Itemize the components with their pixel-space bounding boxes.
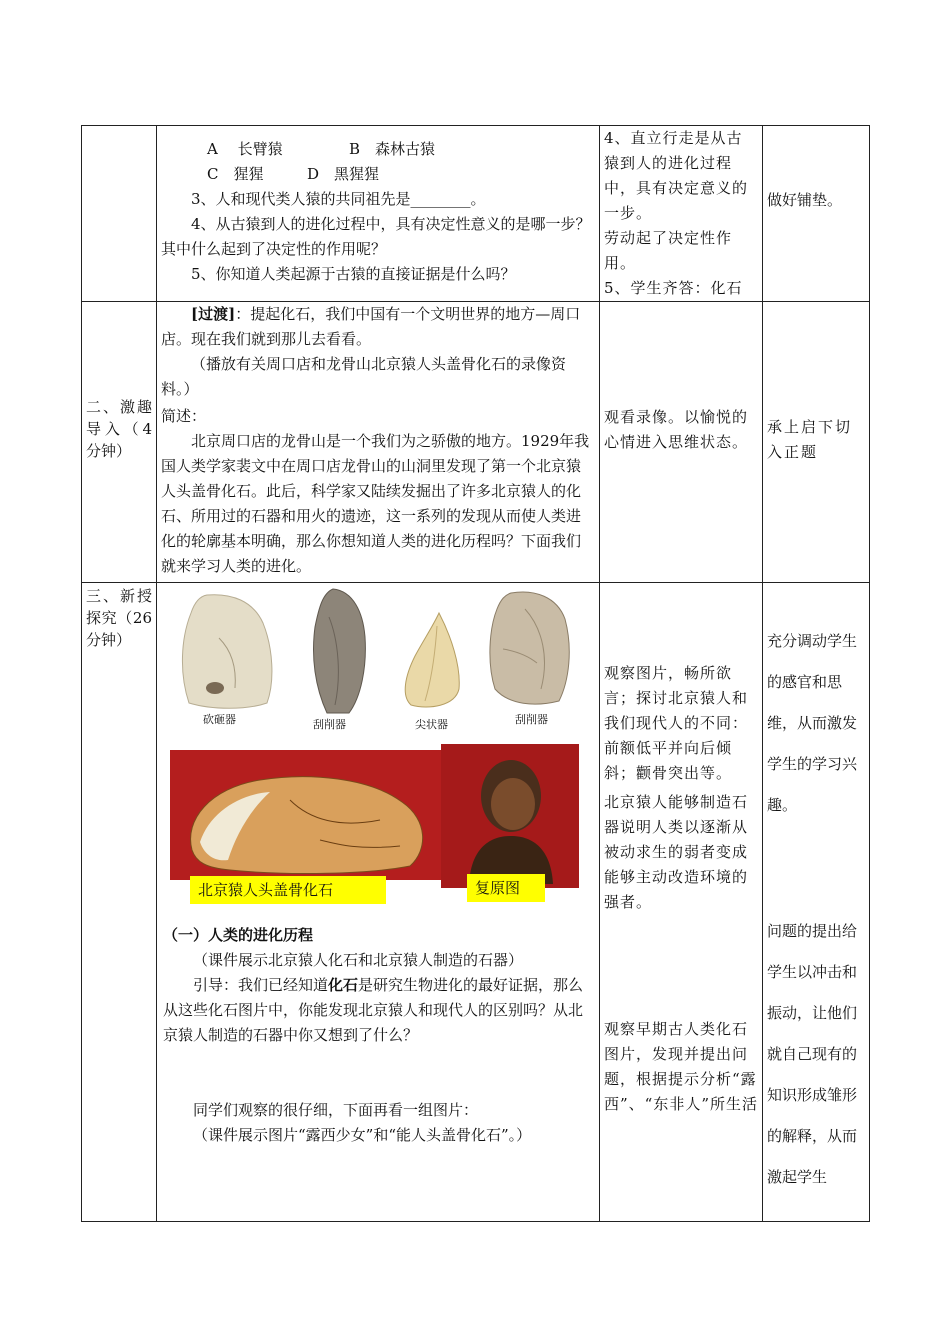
student-text-c: 观察早期古人类化石图片，发现并提出问题，根据提示分析“露西”、“东非人”所生活 <box>604 1020 759 1113</box>
answer-labor: 劳动起了决定性作用。 <box>604 229 733 272</box>
question-3: 3、人和现代类人猿的共同祖先是________。 <box>191 190 486 208</box>
option-c: C 猩猩 <box>207 165 264 183</box>
transition-text: ：提起化石，我们中国有一个文明世界的地方—周口店。现在我们就到那儿去看看。 <box>161 305 581 348</box>
courseware-note-2: （课件展示图片“露西少女”和“能人头盖骨化石”。） <box>193 1126 532 1144</box>
guide-suffix: 是研究生物进化的最好证据，那么从这些化石图片中，你能发现北京猿人和现代人的区别吗？从北京猿人制造的石器中你又想到了什么？ <box>163 976 584 1044</box>
question-4: 4、从古猿到人的进化过程中，具有决定性意义的是哪一步？其中什么起到了决定性的作用呢？ <box>161 215 591 258</box>
student-text-b: 北京猿人能够制造石器说明人类以逐渐从被动求生的弱者变成能够主动改造环境的强者。 <box>604 793 749 911</box>
student-text: 观看录像。以愉悦的心情进入思维状态。 <box>604 408 749 451</box>
answer-5: 5、学生齐答：化石 <box>604 279 743 297</box>
student-activity-cell <box>600 302 763 583</box>
question-5: 5、你知道人类起源于古猿的直接证据是什么吗？ <box>191 265 516 283</box>
tool-label-point: 尖状器 <box>415 718 448 731</box>
answer-4: 4、直立行走是从古猿到人的进化过程中，具有决定意义的一步。 <box>604 129 749 222</box>
lesson-plan-table <box>81 125 870 1222</box>
chopper-image <box>177 593 277 711</box>
transition-label: [过渡] <box>191 305 236 323</box>
guide-bold: 化石 <box>328 976 359 994</box>
teacher-activity-cell <box>157 126 600 302</box>
skull-caption: 北京猿人头盖骨化石 <box>190 876 386 904</box>
reconstruction-bust-image <box>441 744 579 888</box>
stage-label: 二、激趣导入（4分钟） <box>86 398 152 460</box>
courseware-note-1: （课件展示北京猿人化石和北京猿人制造的石器） <box>193 951 524 969</box>
tool-label-scraper-2: 刮削器 <box>515 713 548 726</box>
teacher-activity-cell <box>157 583 600 1222</box>
table-row <box>82 302 870 583</box>
intent-text-b: 问题的提出给学生以冲击和振动，让他们就自己现有的知识形成雏形的解释，从而激起学生 <box>767 922 858 1186</box>
intent-text: 承上启下切入正题 <box>767 418 853 461</box>
table-row <box>82 583 870 1222</box>
design-intent-cell <box>763 126 870 302</box>
tool-label-scraper: 刮削器 <box>313 718 346 731</box>
narration: 北京周口店的龙骨山是一个我们为之骄傲的地方。1929年我国人类学家裴文中在周口店龙骨山的山洞里发现了第一个北京猿人头盖骨化石。此后，科学家又陆续发掘出了许多北京猿人的化石、所用过的石器和用火的遗迹，这一系列的发现从而使人类进化的轮廓基本明确，那么你想知道人类的进化历程吗？下面我们就来学习人类的进化。 <box>161 432 590 575</box>
stage-label: 三、新授探究（26分钟） <box>86 587 152 649</box>
brief-label: 简述： <box>161 407 207 425</box>
fossil-photos <box>163 738 593 923</box>
guide-prefix: 引导：我们已经知道 <box>193 976 329 994</box>
section-heading: （一）人类的进化历程 <box>163 926 314 944</box>
bust-caption: 复原图 <box>467 874 545 902</box>
student-activity-cell <box>600 583 763 1222</box>
option-b: B 森林古猿 <box>349 140 436 158</box>
option-d: D 黑猩猩 <box>307 165 380 183</box>
stone-tools-figure <box>163 583 593 738</box>
next-prompt: 同学们观察的很仔细，下面再看一组图片： <box>193 1101 479 1119</box>
stage-cell <box>82 126 157 302</box>
table-row <box>82 126 870 302</box>
student-activity-cell <box>600 126 763 302</box>
intent-text: 做好铺垫。 <box>767 191 843 209</box>
skull-fossil-image <box>170 750 442 880</box>
intent-text-a: 充分调动学生的感官和思维，从而激发学生的学习兴趣。 <box>767 632 858 814</box>
stage-cell <box>82 302 157 583</box>
option-a: A 长臂猿 <box>207 140 283 158</box>
student-text-a: 观察图片，畅所欲言；探讨北京猿人和我们现代人的不同：前额低平并向后倾斜；颧骨突出等。 <box>604 664 749 782</box>
stage-cell <box>82 583 157 1222</box>
scraper-image-2 <box>485 589 573 707</box>
video-note: （播放有关周口店和龙骨山北京猿人头盖骨化石的录像资料。） <box>161 355 567 398</box>
design-intent-cell <box>763 302 870 583</box>
scraper-image <box>309 587 367 715</box>
teacher-activity-cell <box>157 302 600 583</box>
point-tool-image <box>399 611 465 711</box>
tool-label-chopper: 砍砸器 <box>203 713 236 726</box>
design-intent-cell <box>763 583 870 1222</box>
